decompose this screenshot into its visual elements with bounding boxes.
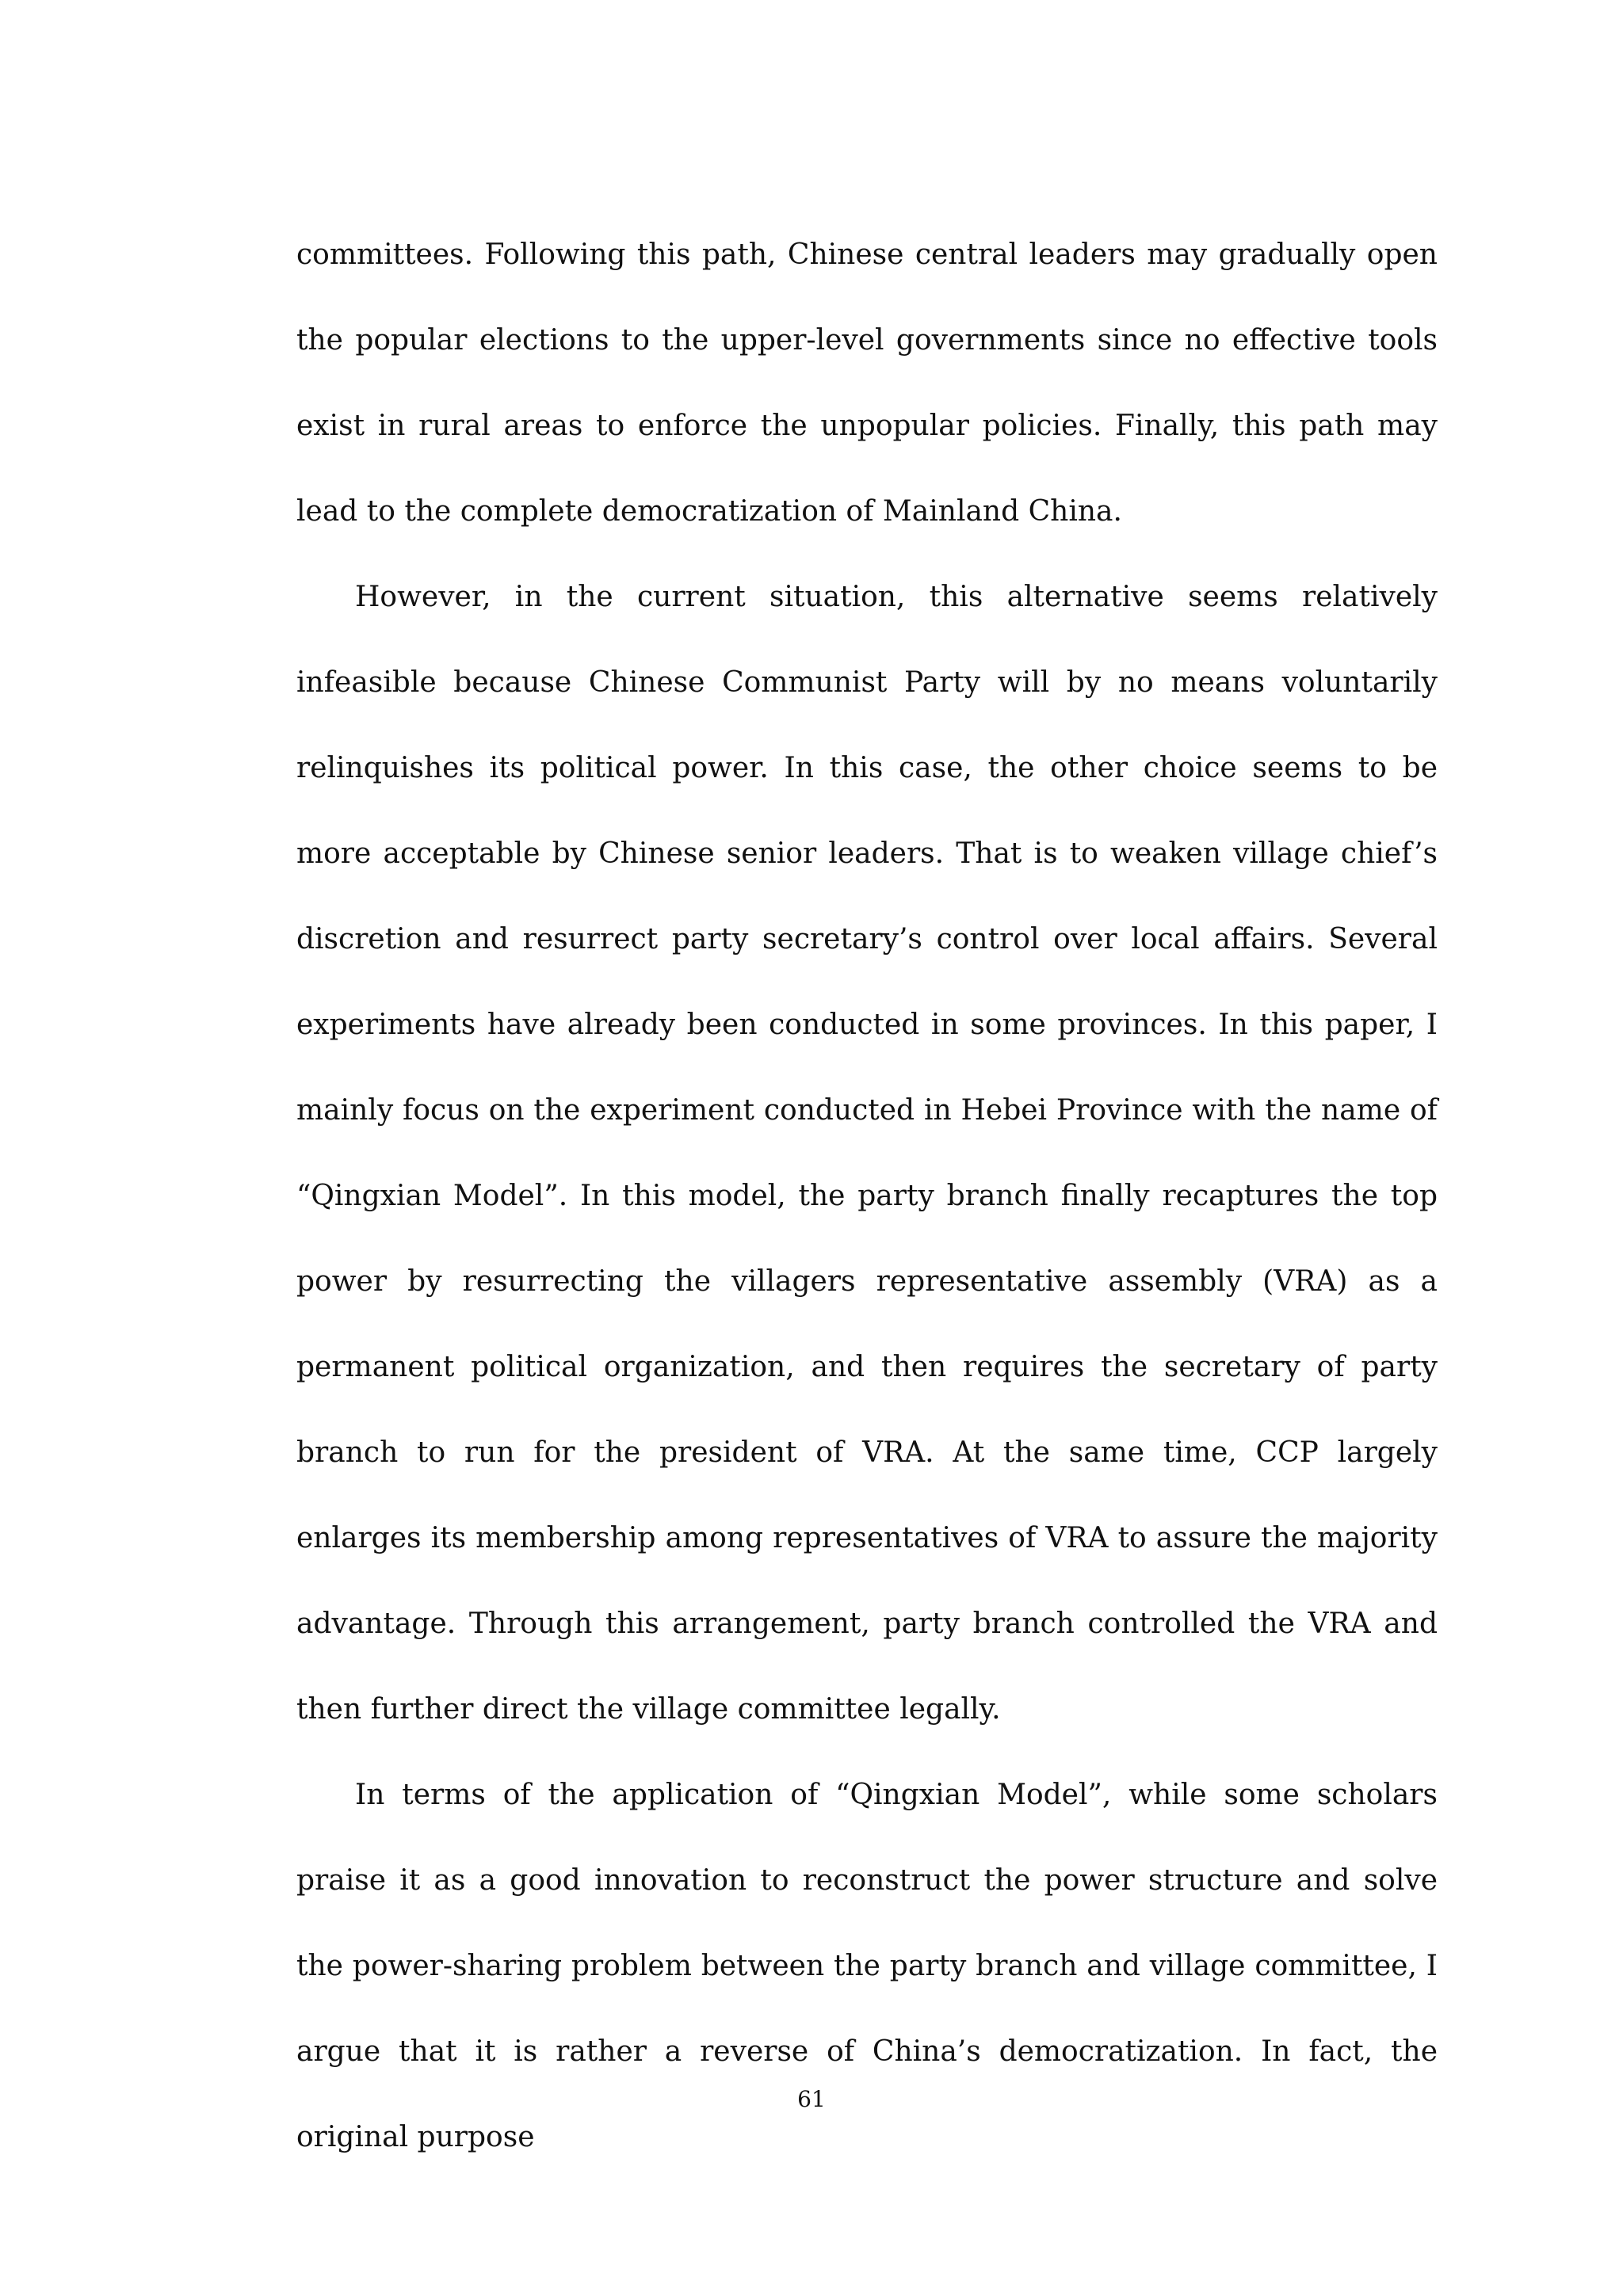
paragraph-2: However, in the current situation, this alternative seems relatively infeasible because Chinese Communist Party will by no means voluntarily relinquishes its political power. In this case, the other choice seems to be more acceptable by Chinese senior leaders. That is to weaken village chief’s discretion and resurrect party secretary’s control over local affairs. Several experiments have already been conducted in some provinces. In this paper, I mainly focus on the experiment conducted in Hebei Province with the name of “Qingxian Model”. In this model, the party branch finally recaptures the top power by resurrecting the villagers representative assembly (VRA) as a permanent political organization, and then requires the secretary of party branch to run for the president of VRA. At the same time, CCP largely enlarges its membership among representatives of VRA to assure the majority advantage. Through this arrangement, party branch controlled the VRA and then further direct the village committee legally. — [296, 581, 1438, 1726]
paragraph-3: In terms of the application of “Qingxian Model”, while some scholars praise it as a good innovation to reconstruct the power structure and solve the power-sharing problem between the party branch and village committee, I argue that it is rather a reverse of China’s democratization. In fact, the original purpose — [296, 1779, 1438, 2153]
body-text — [296, 212, 1438, 2180]
paragraph-1: committees. Following this path, Chinese central leaders may gradually open the popular elections to the upper-level governments since no effective tools exist in rural areas to enforce the unpopular policies. Finally, this path may lead to the complete democratization of Mainland China. — [296, 238, 1438, 528]
page-number: 61 — [797, 2086, 826, 2112]
